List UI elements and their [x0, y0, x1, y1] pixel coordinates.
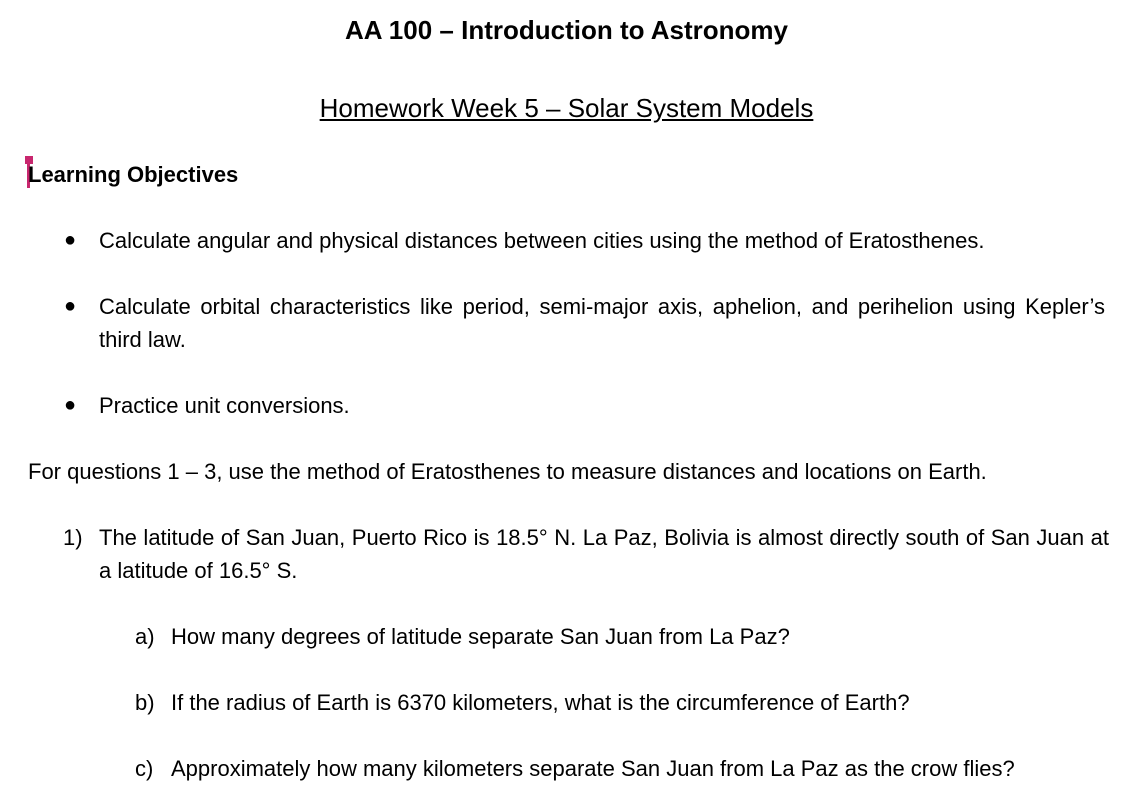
question-number: 1) — [63, 525, 83, 550]
document-subtitle: Homework Week 5 – Solar System Models — [319, 93, 814, 123]
sub-question-label: c) — [135, 756, 154, 781]
bullet-marker: ● — [64, 295, 77, 317]
document-title: AA 100 – Introduction to Astronomy — [345, 15, 788, 45]
bullet-marker: ● — [64, 229, 77, 251]
sub-question-text: How many degrees of latitude separate San Juan from La Paz? — [171, 624, 790, 649]
sub-question-text: Approximately how many kilometers separate San Juan from La Paz as the crow flies? — [171, 756, 1015, 781]
bullet-marker: ● — [64, 394, 77, 416]
objective-item-1: Calculate angular and physical distances between cities using the method of Eratosthenes. — [99, 228, 985, 253]
questions-intro: For questions 1 – 3, use the method of Eratosthenes to measure distances and locations on Earth. — [28, 459, 987, 484]
learning-objectives-heading: Learning Objectives — [28, 162, 239, 187]
sub-question-label: a) — [135, 624, 155, 649]
sub-question-label: b) — [135, 690, 155, 715]
objective-item-3: Practice unit conversions. — [99, 393, 350, 418]
question-text: The latitude of San Juan, Puerto Rico is 18.5° N. La Paz, Bolivia is almost directly south of San Juan at a latitude of 16.5° S. — [99, 525, 1109, 583]
objective-item-2: Calculate orbital characteristics like period, semi-major axis, aphelion, and perihelion using Kepler’s third law. — [99, 294, 1105, 352]
sub-question-text: If the radius of Earth is 6370 kilometers, what is the circumference of Earth? — [171, 690, 910, 715]
